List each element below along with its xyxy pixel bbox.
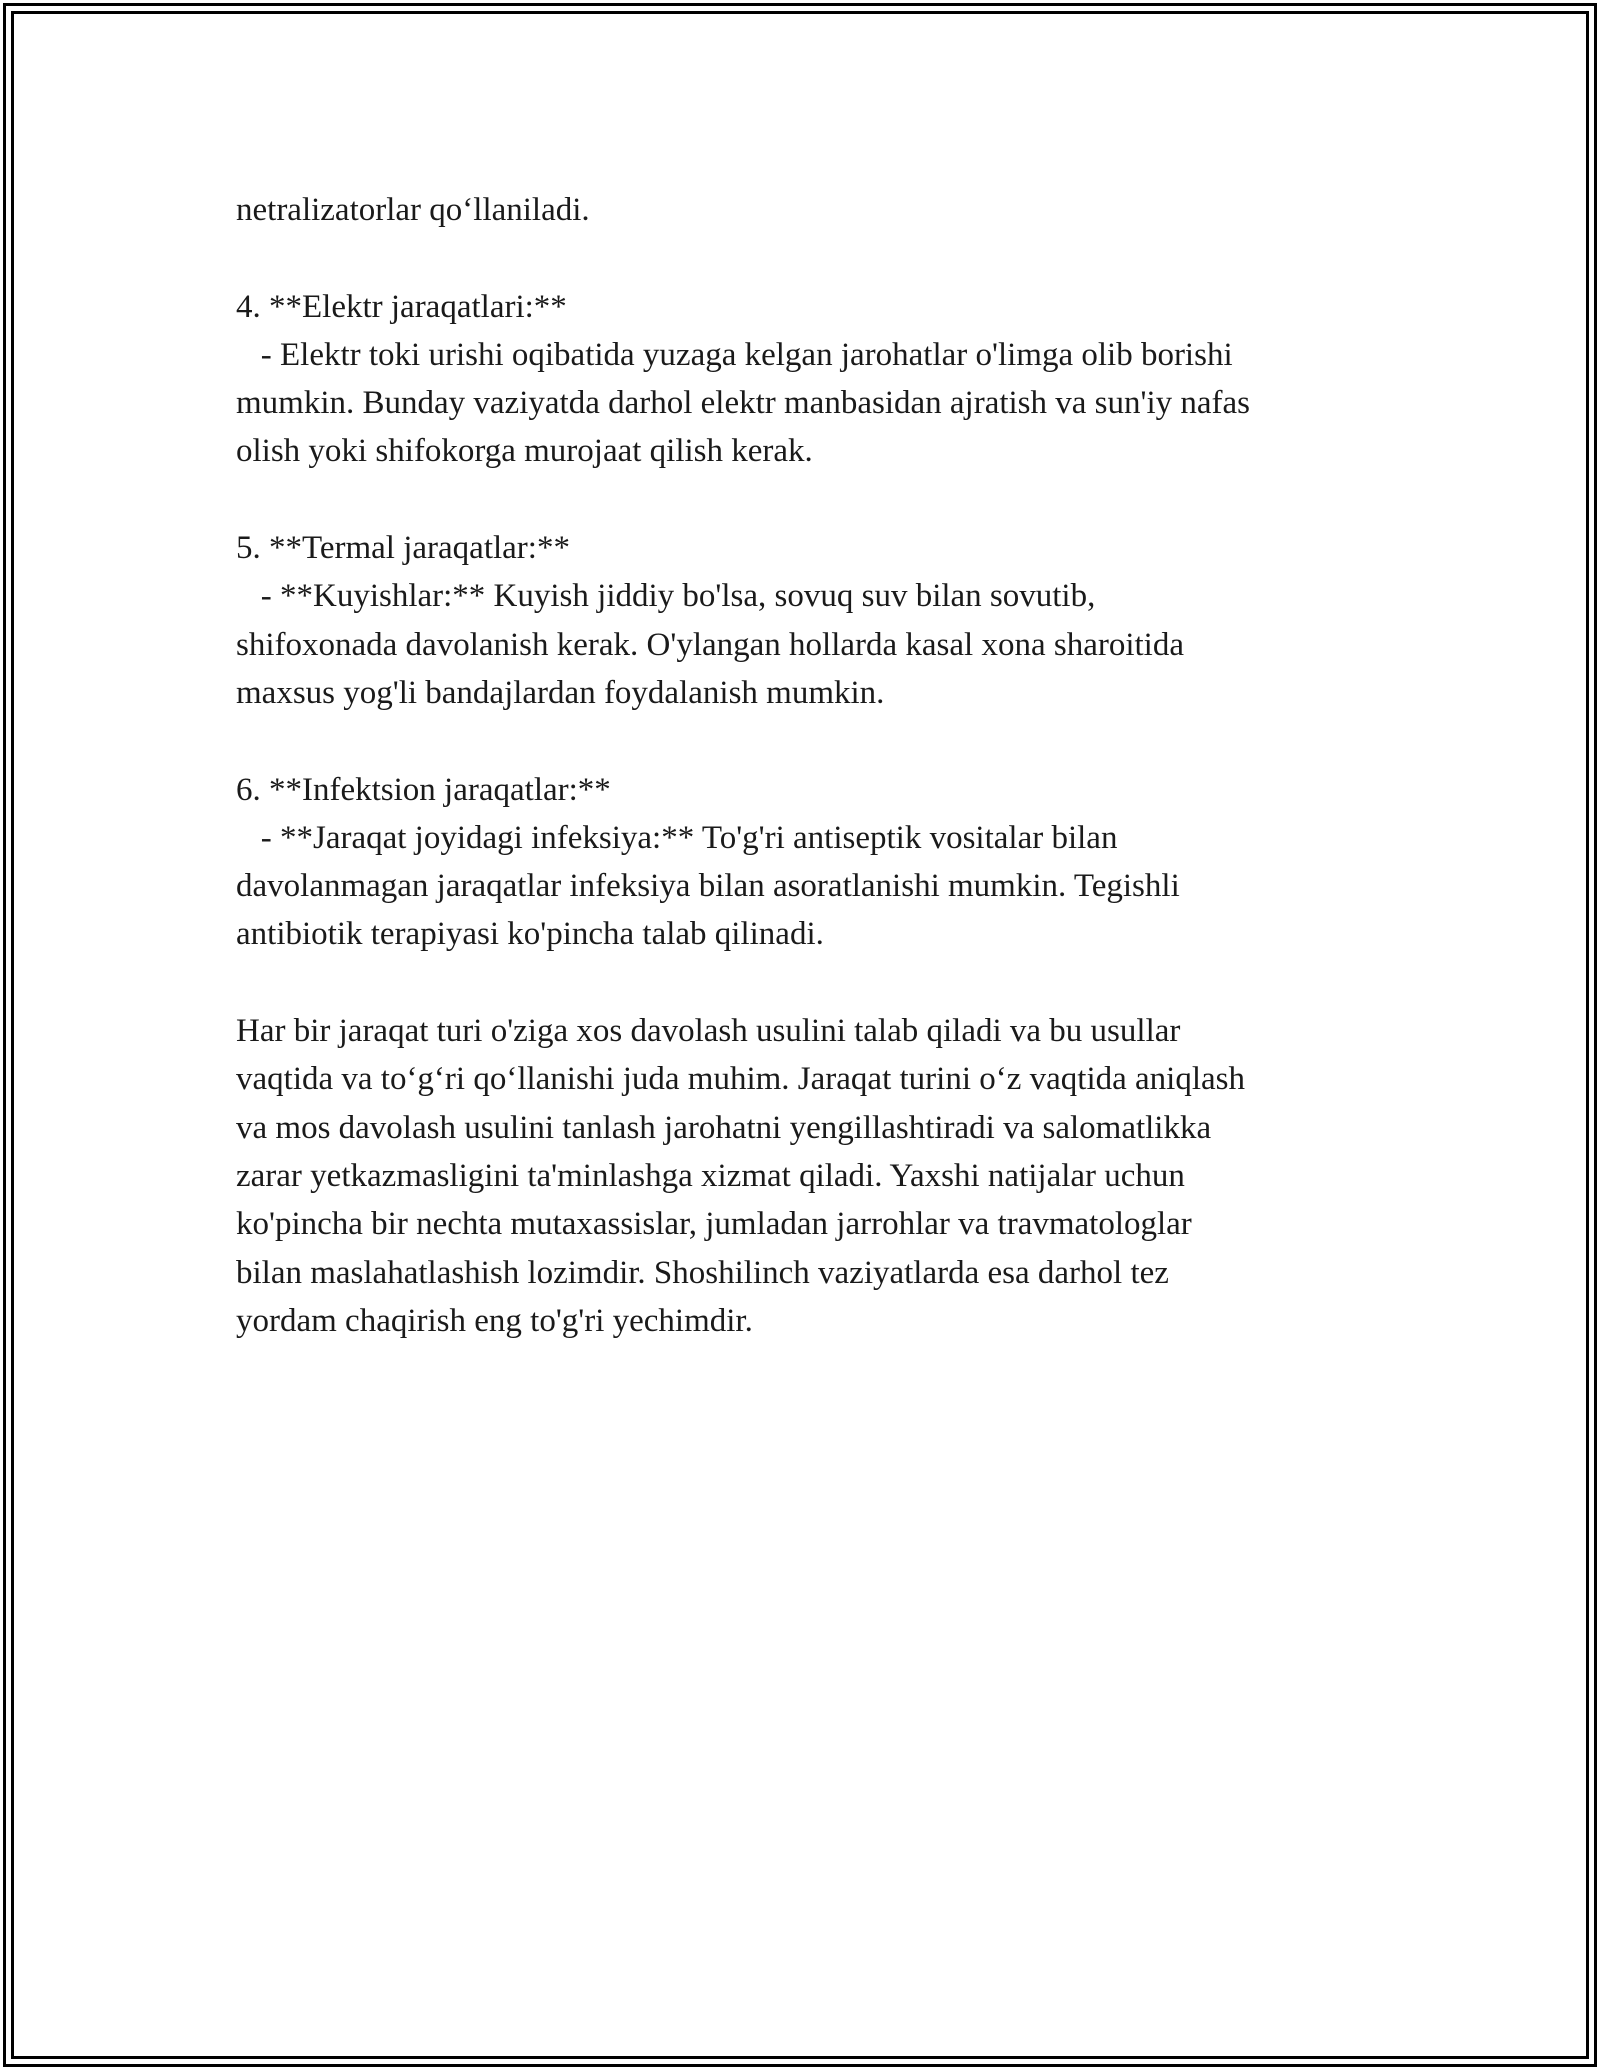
section-electric-injuries	[236, 283, 1376, 476]
conclusion-paragraph	[236, 1007, 1376, 1345]
section-line: - Elektr toki urishi oqibatida yuzaga kelgan jarohatlar o'limga olib borishi	[236, 336, 1233, 373]
section-heading: 5. **Termal jaraqatlar:**	[236, 530, 570, 567]
section-line: shifoxonada davolanish kerak. O'ylangan hollarda kasal xona sharoitida	[236, 626, 1184, 663]
paragraph-line: yordam chaqirish eng to'g'ri yechimdir.	[236, 1302, 753, 1339]
paragraph-line: vaqtida va to‘g‘ri qo‘llanishi juda muhim. Jaraqat turini o‘z vaqtida aniqlash	[236, 1061, 1245, 1098]
section-line: maxsus yog'li bandajlardan foydalanish mumkin.	[236, 674, 885, 711]
section-thermal-injuries	[236, 524, 1376, 717]
section-line: davolanmagan jaraqatlar infeksiya bilan asoratlanishi mumkin. Tegishli	[236, 868, 1180, 905]
paragraph-line: zarar yetkazmasligini ta'minlashga xizmat qiladi. Yaxshi natijalar uchun	[236, 1157, 1185, 1194]
section-line: mumkin. Bunday vaziyatda darhol elektr manbasidan ajratish va sun'iy nafas	[236, 385, 1250, 422]
section-heading: 6. **Infektsion jaraqatlar:**	[236, 771, 611, 808]
blank-line	[236, 476, 1376, 524]
blank-line	[236, 717, 1376, 765]
paragraph-line: bilan maslahatlashish lozimdir. Shoshilinch vaziyatlarda esa darhol tez	[236, 1254, 1169, 1291]
paragraph-line: ko'pincha bir nechta mutaxassislar, jumladan jarrohlar va travmatologlar	[236, 1206, 1192, 1243]
blank-line	[236, 234, 1376, 282]
section-infectious-injuries	[236, 766, 1376, 959]
section-heading: 4. **Elektr jaraqatlari:**	[236, 288, 567, 325]
document-body	[236, 186, 1376, 1345]
section-line: - **Kuyishlar:** Kuyish jiddiy bo'lsa, sovuq suv bilan sovutib,	[236, 578, 1096, 615]
section-line: - **Jaraqat joyidagi infeksiya:** To'g'ri antiseptik vositalar bilan	[236, 819, 1118, 856]
section-line: olish yoki shifokorga murojaat qilish kerak.	[236, 433, 813, 470]
blank-line	[236, 959, 1376, 1007]
paragraph-line: Har bir jaraqat turi o'ziga xos davolash usulini talab qiladi va bu usullar	[236, 1013, 1181, 1050]
section-line: antibiotik terapiyasi ko'pincha talab qilinadi.	[236, 916, 824, 953]
intro-line: netralizatorlar qo‘llaniladi.	[236, 192, 590, 228]
paragraph-line: va mos davolash usulini tanlash jarohatni yengillashtiradi va salomatlikka	[236, 1109, 1212, 1146]
